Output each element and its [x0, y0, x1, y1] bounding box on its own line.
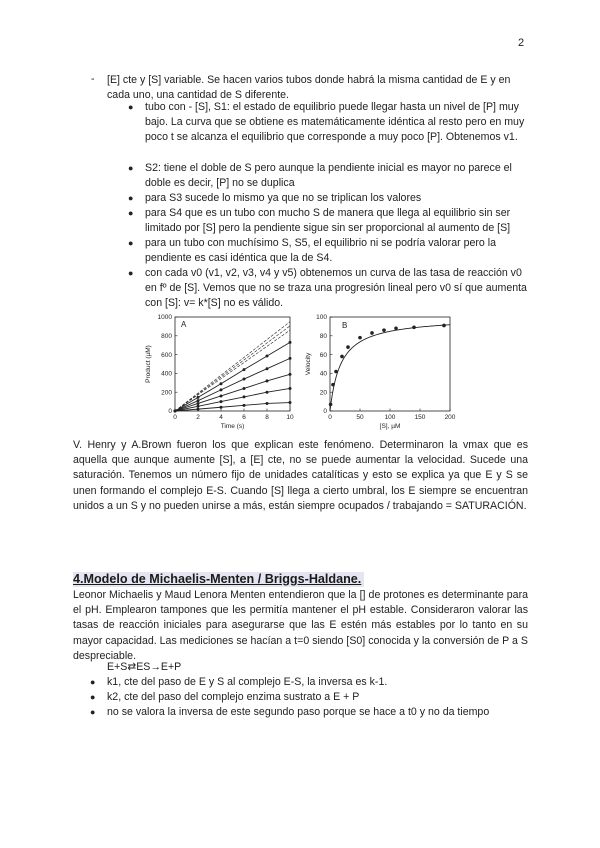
y-tick-label: 100	[316, 314, 327, 322]
data-point	[289, 401, 292, 404]
data-point	[394, 326, 398, 330]
x-axis-label: Time (s)	[220, 423, 245, 430]
data-point	[289, 373, 292, 376]
data-point	[442, 324, 446, 328]
bullet-icon: ●	[90, 677, 96, 687]
series-line-s7	[175, 326, 290, 411]
bullet-item-inverse: no se valora la inversa de este segundo paso porque se hace a t0 y no da tiempo	[107, 706, 490, 718]
y-tick-label: 400	[161, 370, 172, 378]
data-point	[340, 355, 344, 359]
data-point	[334, 370, 338, 374]
data-point	[243, 404, 246, 407]
y-tick-label: 200	[161, 389, 172, 397]
y-axis-label: Product (µM)	[145, 345, 152, 383]
section-heading: 4.Modelo de Michaelis-Menten / Briggs-Haldane.	[73, 572, 364, 587]
data-point	[266, 355, 269, 358]
data-point	[197, 396, 200, 399]
y-tick-label: 40	[319, 370, 327, 378]
data-point	[220, 382, 223, 385]
y-tick-label: 600	[161, 351, 172, 359]
data-point	[331, 383, 335, 387]
y-axis-label: Velocity	[305, 352, 312, 376]
data-point	[370, 331, 374, 335]
data-point	[289, 357, 292, 360]
data-point	[220, 394, 223, 397]
intro-item-text: [E] cte y [S] variable. Se hacen varios tubos donde habrá la misma cantidad de E y en cada uno, una cantidad de S diferente.	[107, 74, 511, 102]
data-point	[412, 326, 416, 330]
data-point	[197, 402, 200, 405]
data-point	[346, 345, 350, 349]
michaelis-menten-paragraph: Leonor Michaelis y Maud Lenora Menten entendieron que la [] de protones es determinante para el pH. Emplearon tampones que les permitía mantener el pH estable. Consideraron valorar las tasas de reacción iniciales para asegurarse que las E estén más estables por lo tanto en su mayor capacidad. Las mediciones se hacían a t=0 siendo [S0] conocida y la conversión de P a S despreciable.	[73, 589, 528, 662]
x-tick-label: 0	[328, 414, 332, 421]
plot-frame	[175, 317, 290, 411]
bullet-icon: ●	[128, 208, 134, 218]
data-point	[220, 400, 223, 403]
panel-label: A	[181, 320, 187, 329]
data-point	[197, 405, 200, 408]
bullet-item-v0: con cada v0 (v1, v2, v3, v4 y v5) obtenemos un curva de las tasa de reacción v0 en fº de [S]. Vemos que no se traza una progresión lineal pero v0 sí que aumenta con [S]: v= k*[S] no es válido.	[145, 267, 527, 310]
data-point	[382, 328, 386, 332]
bullet-icon: ●	[128, 102, 134, 112]
data-point	[289, 387, 292, 390]
bullet-item-k2: k2, cte del paso del complejo enzima sustrato a E + P	[107, 691, 360, 703]
series-line-s1	[175, 403, 290, 411]
x-tick-label: 8	[265, 414, 269, 421]
data-point	[243, 368, 246, 371]
bullet-icon: ●	[128, 193, 134, 203]
y-tick-label: 0	[323, 408, 327, 416]
data-point	[266, 391, 269, 394]
data-point	[243, 378, 246, 381]
bullet-icon: ●	[128, 238, 134, 248]
x-tick-label: 200	[444, 414, 456, 421]
y-tick-label: 1000	[157, 314, 172, 322]
x-tick-label: 6	[242, 414, 246, 421]
data-point	[243, 387, 246, 390]
x-tick-label: 100	[384, 414, 396, 421]
bullet-item-k1: k1, cte del paso de E y S al complejo E-S, la inversa es k-1.	[107, 676, 388, 688]
x-tick-label: 10	[286, 414, 294, 421]
data-point	[197, 408, 200, 411]
bullet-icon: ●	[90, 692, 96, 702]
data-point	[329, 403, 333, 407]
data-point	[266, 367, 269, 370]
y-tick-label: 800	[161, 333, 172, 340]
henry-brown-paragraph: V. Henry y A.Brown fueron los que explican este fenómeno. Determinaron la vmax que es aquella que aunque aumente [S], a [E] cte, no se puede aumentar la velocidad. Sucede una saturación. Tenemos un número fijo de unidades catalíticas y esto se explica ya que E y S se unen formando el complejo E-S. Cuando [S] llega a cierto umbral, los E siempre se encuentran unidos a un S y no pueden unirse a más, están siempre ocupados / trabajando = SATURACIÓN.	[73, 439, 528, 512]
page-number: 2	[518, 37, 525, 49]
series-line-s3	[175, 374, 290, 411]
series-line-s5	[175, 342, 290, 411]
bullet-item-s2: S2: tiene el doble de S pero aunque la pendiente inicial es mayor no parece el doble es decir, [P] no se duplica	[145, 162, 512, 190]
data-point	[220, 388, 223, 391]
data-point	[289, 341, 292, 344]
bullet-item-s5: para un tubo con muchísimo S, S5, el equilibrio ni se podría valorar pero la pendiente es casi idéntica que la de S4.	[145, 237, 496, 265]
bullet-icon: ●	[128, 163, 134, 173]
chart-b	[305, 314, 456, 430]
dash-marker: -	[91, 73, 95, 85]
y-tick-label: 0	[168, 408, 172, 416]
data-point	[220, 406, 223, 409]
x-axis-label: [S], µM	[379, 423, 401, 430]
bullet-item-s4: para S4 que es un tubo con mucho S de manera que llega al equilibrio sin ser limitado por [S] pero la pendiente sigue sin ser proporcional al aumento de [S]	[145, 207, 511, 235]
x-tick-label: 2	[196, 414, 200, 421]
x-tick-label: 150	[414, 414, 426, 421]
fit-curve	[330, 325, 450, 411]
bullet-icon: ●	[128, 268, 134, 278]
data-point	[358, 336, 362, 340]
y-tick-label: 80	[319, 333, 327, 340]
kinetics-figure	[140, 310, 470, 435]
data-point	[243, 395, 246, 398]
x-tick-label: 4	[219, 414, 223, 421]
data-point	[266, 402, 269, 405]
data-point	[197, 399, 200, 402]
chart-a	[145, 314, 294, 430]
bullet-icon: ●	[90, 707, 96, 717]
bullet-item-s3: para S3 sucede lo mismo ya que no se triplican los valores	[145, 192, 422, 204]
x-tick-label: 50	[356, 414, 364, 421]
panel-label: B	[342, 321, 348, 330]
x-tick-label: 0	[173, 414, 177, 421]
y-tick-label: 20	[319, 389, 327, 397]
data-point	[266, 379, 269, 382]
y-tick-label: 60	[319, 351, 327, 359]
bullet-item-s1: tubo con - [S], S1: el estado de equilibrio puede llegar hasta un nivel de [P] muy bajo. La curva que se obtiene es matemáticamente idéntica al resto pero en muy poco t se alcanza el equilibrio que corresponde a muy poco [P]. Obtenemos v1.	[145, 101, 525, 144]
reaction-equation: E+S⇄ES→E+P	[107, 661, 182, 673]
